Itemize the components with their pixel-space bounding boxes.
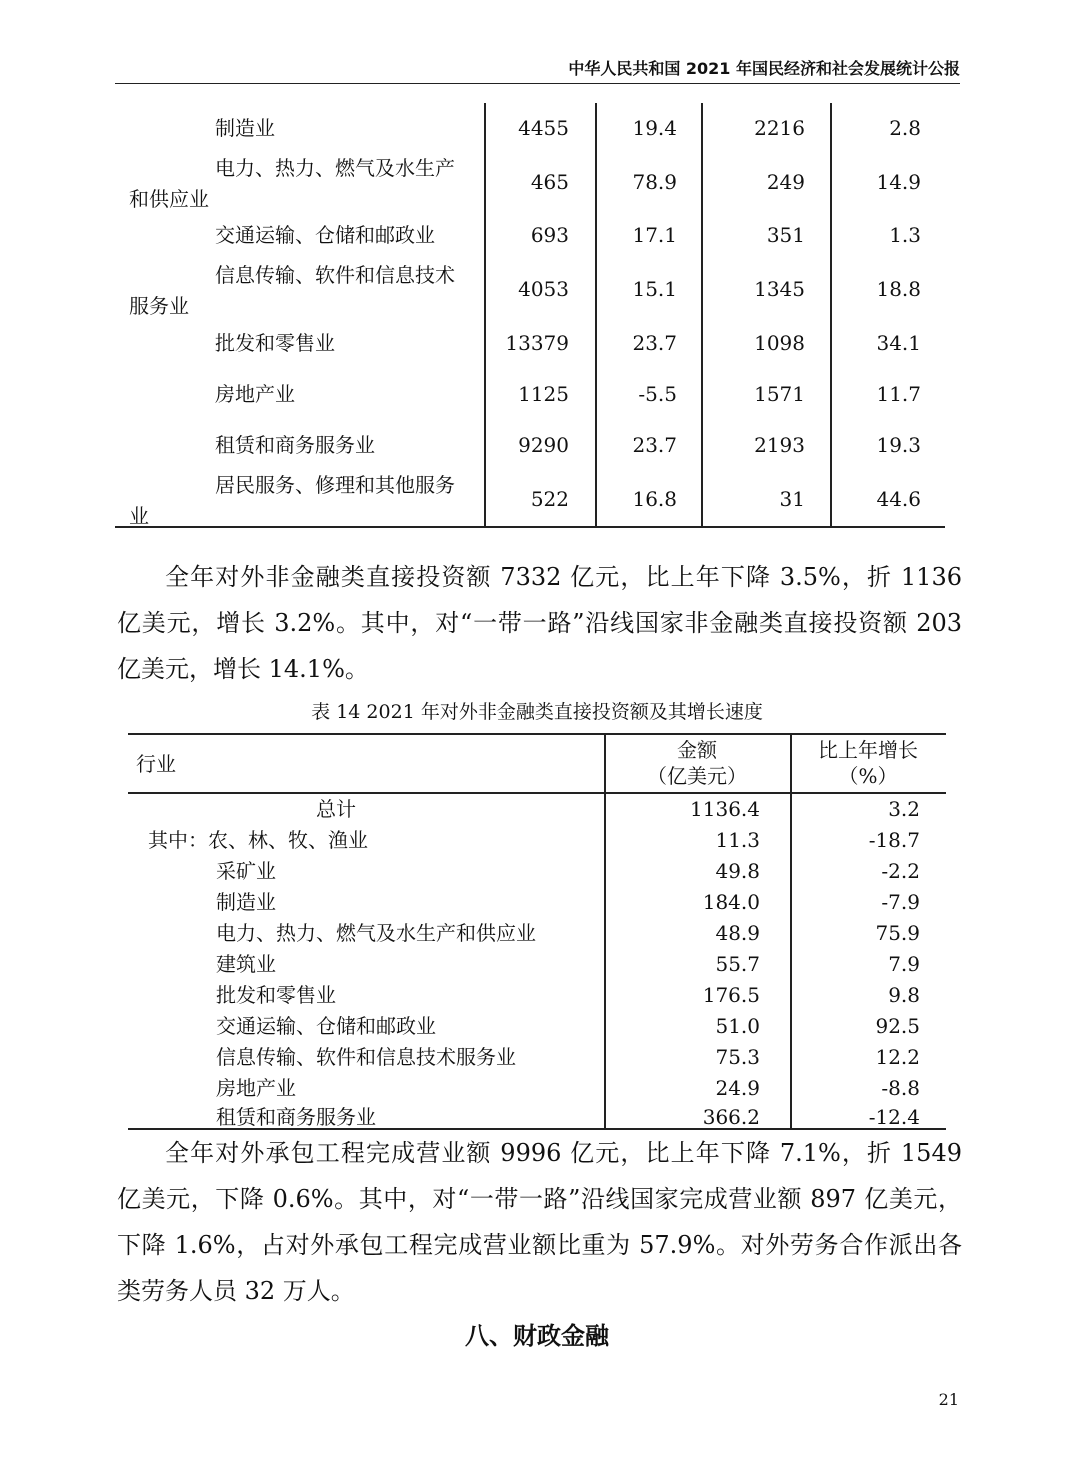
- investment-table-continued: [115, 103, 945, 528]
- row-industry-name: 批发和零售业: [216, 983, 336, 1007]
- cell-value: 23.7: [632, 433, 677, 457]
- col-header-amount-line2: （亿美元）: [647, 764, 747, 788]
- outbound-investment-table: [128, 733, 946, 1130]
- cell-growth: 9.8: [888, 983, 920, 1007]
- cell-value: 249: [766, 170, 805, 194]
- table-row: [128, 1073, 946, 1104]
- row-industry-name: 房地产业: [216, 1076, 296, 1100]
- cell-amount: 55.7: [715, 952, 760, 976]
- cell-value: 17.1: [632, 223, 677, 247]
- cell-amount: 49.8: [715, 859, 760, 883]
- cell-value: 1571: [754, 382, 805, 406]
- table-row-total: [128, 794, 946, 825]
- table-row: [128, 918, 946, 949]
- col-header-industry: 行业: [136, 752, 176, 776]
- cell-value: 1125: [518, 382, 569, 406]
- cell-value: 34.1: [876, 331, 921, 355]
- row-industry-name: 电力、热力、燃气及水生产: [215, 156, 455, 180]
- paragraph-text: 全年对外非金融类直接投资额 7332 亿元，比上年下降 3.5%，折 1136 亿美元，增长 3.2%。其中，对“一带一路”沿线国家非金融类直接投资额 203 亿美元，增长 14.1%。: [117, 563, 962, 683]
- row-industry-name: 租赁和商务服务业: [215, 433, 375, 457]
- table-row: [128, 887, 946, 918]
- table-row: [115, 328, 945, 359]
- cell-value: 15.1: [632, 277, 677, 301]
- table-row: [128, 825, 946, 856]
- table-row: [128, 1011, 946, 1042]
- cell-value: 2193: [754, 433, 805, 457]
- cell-value: 14.9: [876, 170, 921, 194]
- row-industry-name: 其中：农、林、牧、渔业: [148, 828, 368, 852]
- cell-amount: 24.9: [715, 1076, 760, 1100]
- row-industry-name: 采矿业: [216, 859, 276, 883]
- page-header: [115, 54, 960, 84]
- table-row: [115, 430, 945, 461]
- col-header-growth-line1: 比上年增长: [818, 738, 918, 762]
- cell-growth: -2.2: [881, 859, 920, 883]
- cell-value: 18.8: [876, 277, 921, 301]
- cell-value: 1.3: [889, 223, 921, 247]
- cell-growth: -7.9: [881, 890, 920, 914]
- row-industry-name: 建筑业: [216, 952, 276, 976]
- col-header-growth: [790, 737, 946, 789]
- cell-value: 19.3: [876, 433, 921, 457]
- row-industry-name: 交通运输、仓储和邮政业: [216, 1014, 436, 1038]
- cell-growth: 92.5: [875, 1014, 920, 1038]
- cell-value: 2216: [754, 116, 805, 140]
- row-industry-name: 电力、热力、燃气及水生产和供应业: [216, 921, 536, 945]
- cell-value: 4053: [518, 277, 569, 301]
- cell-growth: 3.2: [888, 797, 920, 821]
- table-row: [115, 260, 945, 322]
- cell-value: 351: [766, 223, 805, 247]
- cell-value: 78.9: [632, 170, 677, 194]
- table-row: [115, 470, 945, 532]
- cell-value: 1098: [754, 331, 805, 355]
- cell-amount: 184.0: [702, 890, 760, 914]
- row-industry-name: 租赁和商务服务业: [216, 1105, 376, 1129]
- col-header-amount-line1: 金额: [677, 738, 717, 762]
- cell-value: 16.8: [632, 487, 677, 511]
- cell-value: 522: [530, 487, 569, 511]
- table-row: [128, 980, 946, 1011]
- row-industry-name: 制造业: [216, 890, 276, 914]
- cell-value: 11.7: [876, 382, 921, 406]
- row-industry-name: 居民服务、修理和其他服务: [215, 473, 455, 497]
- row-industry-name: 批发和零售业: [215, 331, 335, 355]
- table-row: [115, 220, 945, 251]
- row-industry-name: 房地产业: [215, 382, 295, 406]
- cell-growth: -8.8: [881, 1076, 920, 1100]
- table-row: [115, 153, 945, 215]
- cell-value: 9290: [518, 433, 569, 457]
- row-industry-name: 总计: [316, 797, 356, 821]
- cell-amount: 176.5: [702, 983, 760, 1007]
- table-row: [128, 856, 946, 887]
- cell-amount: 48.9: [715, 921, 760, 945]
- row-industry-name-cont: 和供应业: [129, 187, 209, 211]
- cell-growth: -12.4: [868, 1105, 920, 1129]
- row-industry-name: 交通运输、仓储和邮政业: [215, 223, 435, 247]
- table-row: [115, 379, 945, 410]
- cell-value: 31: [779, 487, 805, 511]
- paragraph-outbound-investment: [117, 554, 962, 692]
- row-industry-name: 制造业: [215, 116, 275, 140]
- cell-growth: 7.9: [888, 952, 920, 976]
- cell-value: 693: [530, 223, 569, 247]
- cell-value: -5.5: [638, 382, 677, 406]
- row-industry-name: 信息传输、软件和信息技术服务业: [216, 1045, 516, 1069]
- cell-growth: 75.9: [875, 921, 920, 945]
- cell-value: 23.7: [632, 331, 677, 355]
- cell-amount: 1136.4: [690, 797, 760, 821]
- cell-value: 4455: [518, 116, 569, 140]
- cell-value: 44.6: [876, 487, 921, 511]
- table-row: [115, 113, 945, 144]
- page-number: 21: [938, 1390, 959, 1409]
- col-header-growth-line2: （%）: [838, 764, 898, 788]
- cell-value: 465: [530, 170, 569, 194]
- row-industry-name-cont: 服务业: [129, 294, 189, 318]
- cell-amount: 11.3: [715, 828, 760, 852]
- cell-value: 13379: [505, 331, 569, 355]
- section-title: 八、财政金融: [465, 1322, 609, 1350]
- cell-amount: 75.3: [715, 1045, 760, 1069]
- cell-growth: 12.2: [875, 1045, 920, 1069]
- cell-value: 2.8: [889, 116, 921, 140]
- row-industry-name-cont: 业: [129, 504, 149, 528]
- row-industry-name: 信息传输、软件和信息技术: [215, 263, 455, 287]
- table-row: [128, 1102, 946, 1133]
- cell-amount: 366.2: [702, 1105, 760, 1129]
- cell-growth: -18.7: [868, 828, 920, 852]
- cell-amount: 51.0: [715, 1014, 760, 1038]
- header-title: 中华人民共和国 2021 年国民经济和社会发展统计公报: [568, 59, 960, 78]
- paragraph-contract-projects: [117, 1130, 962, 1314]
- paragraph-text: 全年对外承包工程完成营业额 9996 亿元，比上年下降 7.1%，折 1549 亿美元，下降 0.6%。其中，对“一带一路”沿线国家完成营业额 897 亿美元，下降 1.6%，占对外承包工程完成营业额比重为 57.9%。对外劳务合作派出各类劳务人员 32 万人。: [117, 1139, 962, 1305]
- cell-value: 1345: [754, 277, 805, 301]
- col-header-amount: [604, 737, 790, 789]
- table-row: [128, 1042, 946, 1073]
- table-caption: 表 14 2021 年对外非金融类直接投资额及其增长速度: [311, 701, 763, 723]
- table-row: [128, 949, 946, 980]
- cell-value: 19.4: [632, 116, 677, 140]
